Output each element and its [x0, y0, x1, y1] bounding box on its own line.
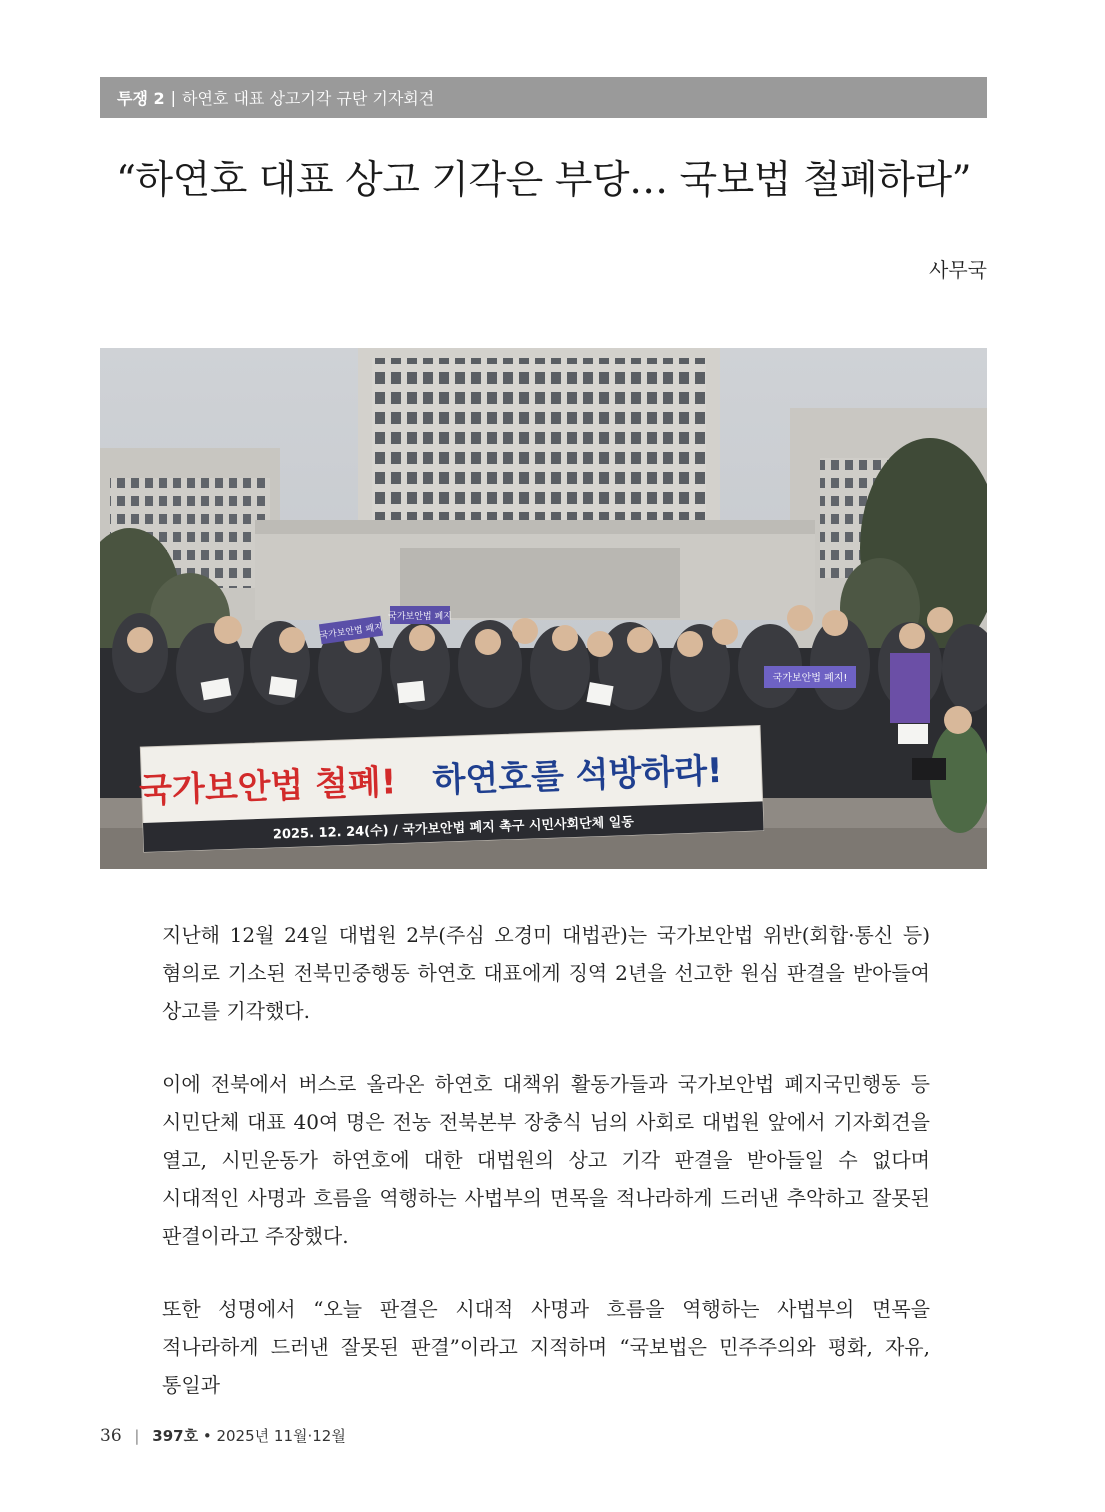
small-banner-left: 국가보안법 폐지 [319, 622, 384, 642]
issue-number: 397호 [152, 1427, 199, 1445]
article-photo [100, 348, 987, 869]
section-separator: | [170, 88, 177, 107]
banner-red-text: 국가보안법 철폐! [138, 762, 398, 812]
small-banner-right: 국가보안법 폐지! [772, 673, 848, 684]
small-banner-mid: 국가보안법 폐지 [388, 612, 452, 622]
photo-illustration [100, 348, 987, 869]
body-paragraph-1: 지난해 12월 24일 대법원 2부(주심 오경미 대법관)는 국가보안법 위반(회합·통신 등) 혐의로 기소된 전북민중행동 하연호 대표에게 징역 2년을 선고한 원심 판결을 받아들여 상고를 기각했다. [162, 923, 930, 1023]
article-body [162, 916, 930, 1439]
banner-sub-text: 2025. 12. 24(수) / 국가보안법 폐지 촉구 시민사회단체 일동 [272, 814, 635, 843]
footer-separator: | [134, 1427, 140, 1445]
page-footer [100, 1425, 346, 1446]
article-headline: “하연호 대표 상고 기각은 부당… 국보법 철폐하라” [115, 158, 972, 203]
section-label: 투쟁 2 [117, 89, 165, 108]
body-paragraph-3: 또한 성명에서 “오늘 판결은 시대적 사명과 흐름을 역행하는 사법부의 면목을 적나라하게 드러낸 잘못된 판결”이라고 지적하며 “국보법은 민주주의와 평화, 자유, 통일과 [162, 1297, 930, 1397]
page-number: 36 [100, 1426, 122, 1446]
article-author: 사무국 [929, 258, 987, 282]
section-title: 하연호 대표 상고기각 규탄 기자회견 [182, 89, 435, 108]
body-paragraph-2: 이에 전북에서 버스로 올라온 하연호 대책위 활동가들과 국가보안법 폐지국민행동 등 시민단체 대표 40여 명은 전농 전북본부 장충식 님의 사회로 대법원 앞에서 기자회견을 열고, 시민운동가 하연호에 대한 대법원의 상고 기각 판결을 받아들일 수 없다며 시대적인 사명과 흐름을 역행하는 사법부의 면목을 적나라하게 드러낸 추악하고 잘못된 판결이라고 주장했다. [162, 1072, 930, 1248]
banner-blue-text: 하연호를 석방하라! [431, 750, 724, 801]
section-header-bar [100, 77, 987, 118]
issue-date: • 2025년 11월·12월 [202, 1427, 346, 1445]
